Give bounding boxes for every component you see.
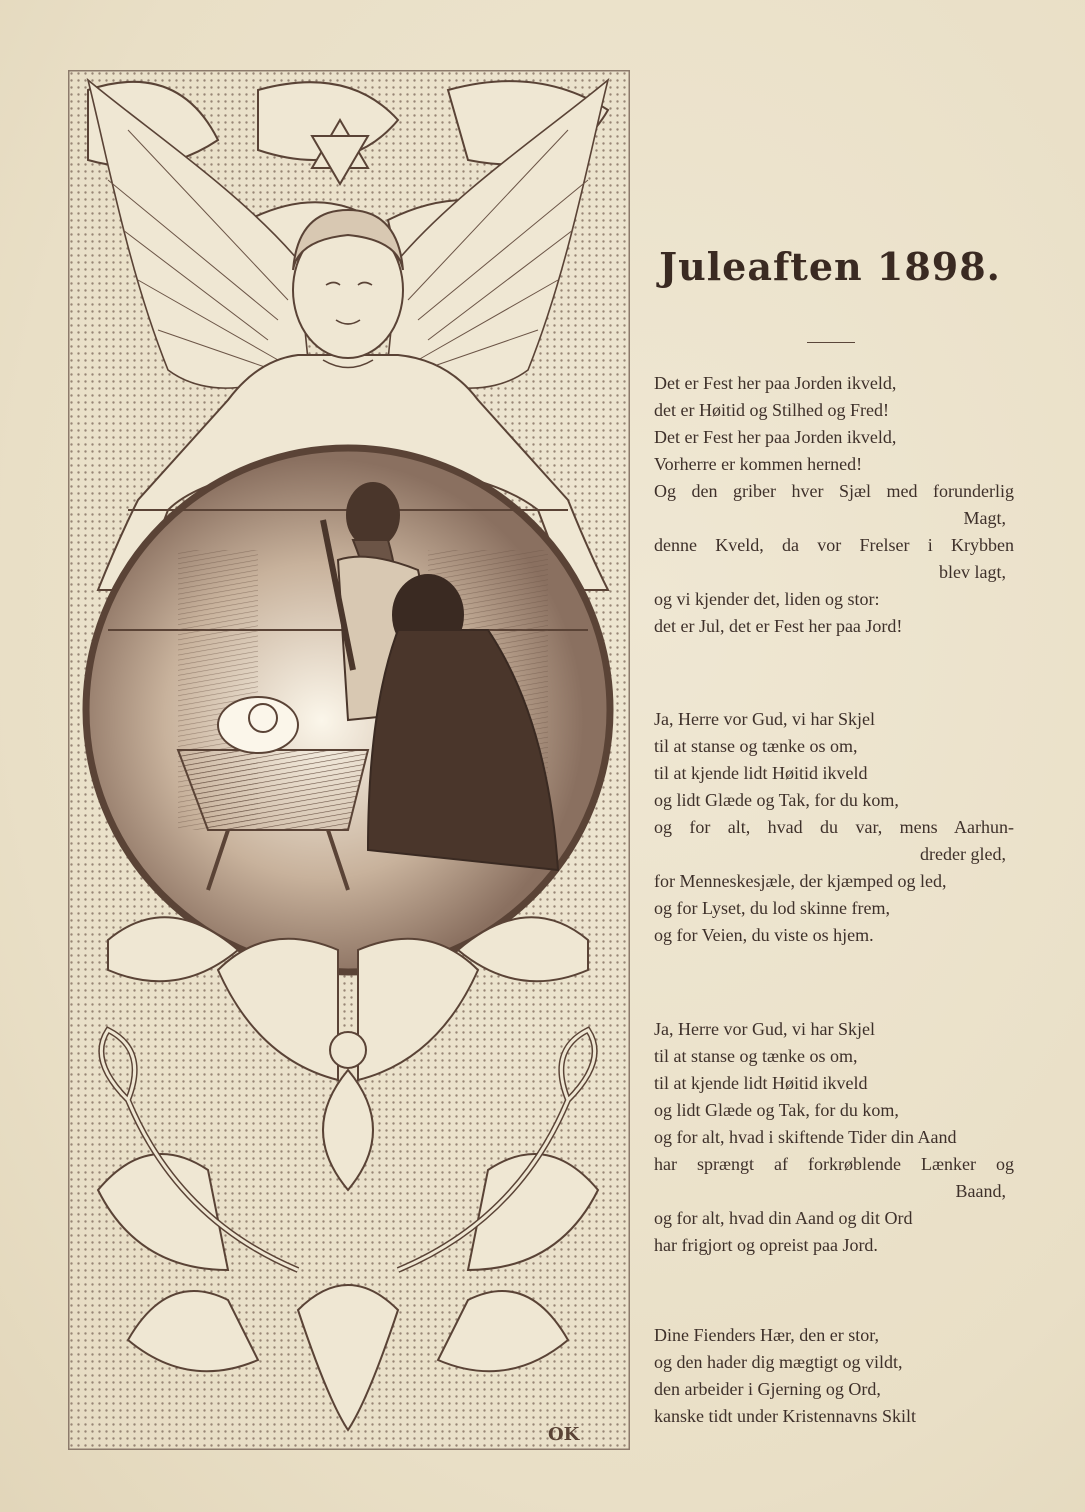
poem-line: den arbeider i Gjerning og Ord, [654,1379,881,1399]
poem-line: Det er Fest her paa Jorden ikveld, [654,427,897,447]
poem-line: og vi kjender det, liden og stor: [654,589,880,609]
poem-title: Juleaften 1898. [659,244,1001,289]
poem-line: og for Veien, du viste os hjem. [654,925,874,945]
poem-line: og lidt Glæde og Tak, for du kom, [654,790,899,810]
title-divider [807,342,855,343]
poem-line: Vorherre er kommen herned! [654,454,863,474]
poem-line: har frigjort og opreist paa Jord. [654,1235,878,1255]
poem-line-runover: Magt, [963,508,1006,528]
stanza-4 [654,1322,1014,1430]
poem-line: og for alt, hvad din Aand og dit Ord [654,1208,913,1228]
poem-line: til at kjende lidt Høitid ikveld [654,1073,868,1093]
poem-line: og for Lyset, du lod skinne frem, [654,898,890,918]
poem-line: til at kjende lidt Høitid ikveld [654,763,868,783]
poem-line: har sprængt af forkrøblende Lænker og [654,1154,1014,1174]
poem-line: og lidt Glæde og Tak, for du kom, [654,1100,899,1120]
poem-line-runover: dreder gled, [920,844,1006,864]
stanza-1 [654,370,1014,640]
poem-line: det er Høitid og Stilhed og Fred! [654,400,889,420]
poem-line: denne Kveld, da vor Frelser i Krybben [654,535,1014,555]
poem-line: til at stanse og tænke os om, [654,1046,858,1066]
poem-line-runover: Baand, [955,1181,1006,1201]
poem-line: Dine Fienders Hær, den er stor, [654,1325,880,1345]
stanza-3 [654,1016,1014,1259]
poem-line: Ja, Herre vor Gud, vi har Skjel [654,1019,875,1039]
poem-line: og den hader dig mægtigt og vildt, [654,1352,903,1372]
poem-line: for Menneskesjæle, der kjæmped og led, [654,871,947,891]
poem-line: Det er Fest her paa Jorden ikveld, [654,373,897,393]
poem-line: det er Jul, det er Fest her paa Jord! [654,616,903,636]
artist-signature: OK [548,1424,580,1445]
nativity-illustration [68,70,630,1450]
poem-line: til at stanse og tænke os om, [654,736,858,756]
poem-line: Ja, Herre vor Gud, vi har Skjel [654,709,875,729]
poem-line: og for alt, hvad du var, mens Aarhun- [654,817,1014,837]
stanza-2 [654,706,1014,949]
poem-line: Og den griber hver Sjæl med forunderlig [654,481,1014,501]
poem-line: kanske tidt under Kristennavns Skilt [654,1406,916,1426]
poem-line: og for alt, hvad i skiftende Tider din Aand [654,1127,957,1147]
poem-line-runover: blev lagt, [939,562,1006,582]
